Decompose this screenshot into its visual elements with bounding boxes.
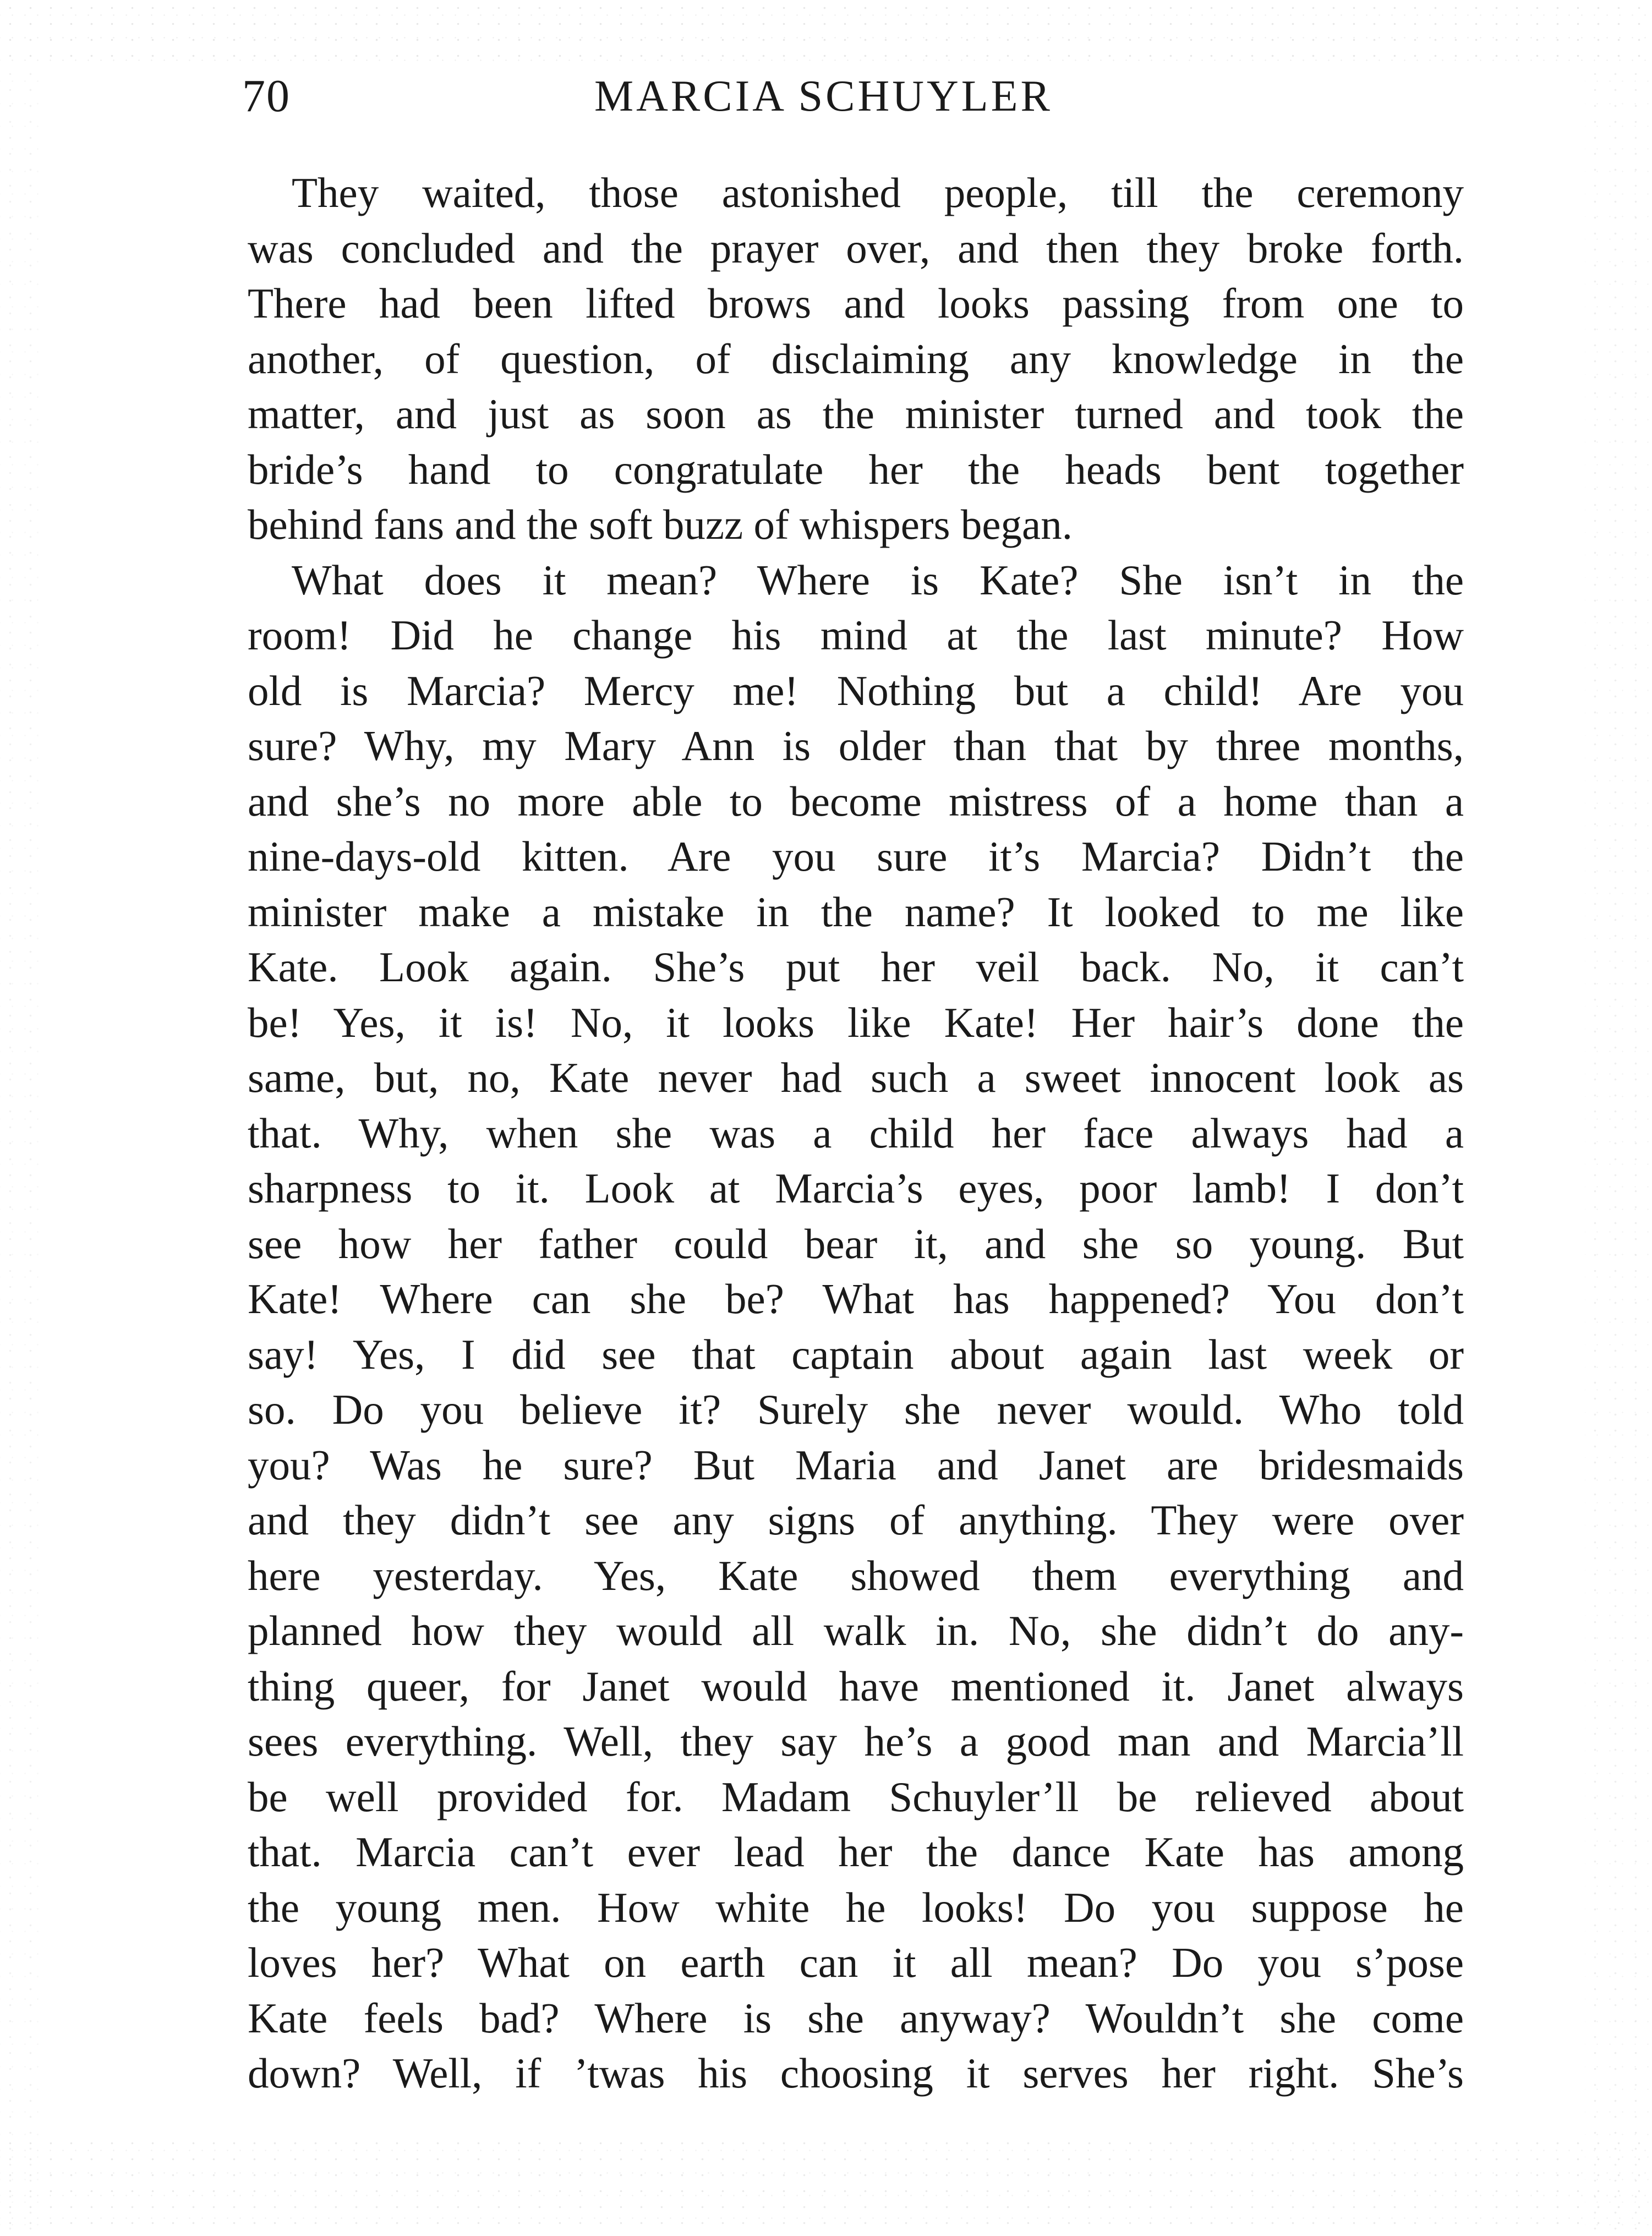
text-line: bride’s hand to congratulate her the heads bent together bbox=[248, 445, 1464, 493]
text-line: and she’s no more able to become mistress of a home than a bbox=[248, 777, 1464, 825]
text-line: room! Did he change his mind at the last minute? How bbox=[248, 611, 1464, 659]
text-line: Kate! Where can she be? What has happened? You don’t bbox=[248, 1275, 1464, 1322]
text-line: Kate. Look again. She’s put her veil back. No, it can’t bbox=[248, 943, 1464, 991]
text-line: loves her? What on earth can it all mean? Do you s’pose bbox=[248, 1939, 1464, 1986]
text-line: that. Marcia can’t ever lead her the dance Kate has among bbox=[248, 1828, 1464, 1876]
text-line: thing queer, for Janet would have mentioned it. Janet always bbox=[248, 1662, 1464, 1710]
print-speckle-top bbox=[0, 0, 1652, 66]
text-line: planned how they would all walk in. No, she didn’t do any- bbox=[248, 1607, 1464, 1654]
text-line: the young men. How white he looks! Do you suppose he bbox=[248, 1883, 1464, 1931]
text-line: sees everything. Well, they say he’s a good man and Marcia’ll bbox=[248, 1718, 1464, 1765]
text-line: They waited, those astonished people, till the ceremony bbox=[292, 169, 1464, 216]
text-line: another, of question, of disclaiming any knowledge in the bbox=[248, 335, 1464, 382]
text-line: here yesterday. Yes, Kate showed them everything and bbox=[248, 1551, 1464, 1599]
text-line: minister make a mistake in the name? It looked to me like bbox=[248, 888, 1464, 936]
text-line: see how her father could bear it, and she so young. But bbox=[248, 1220, 1464, 1267]
text-line: sure? Why, my Mary Ann is older than that by three months, bbox=[248, 722, 1464, 769]
print-speckle-left bbox=[0, 66, 50, 2236]
text-line: be well provided for. Madam Schuyler’ll be relieved about bbox=[248, 1773, 1464, 1820]
text-line: you? Was he sure? But Maria and Janet are bridesmaids bbox=[248, 1441, 1464, 1489]
text-line: down? Well, if ’twas his choosing it serves her right. She’s bbox=[248, 2049, 1464, 2097]
text-line: Kate feels bad? Where is she anyway? Wouldn’t she come bbox=[248, 1994, 1464, 2042]
text-line: say! Yes, I did see that captain about again last week or bbox=[248, 1330, 1464, 1378]
text-line: and they didn’t see any signs of anything. They were over bbox=[248, 1496, 1464, 1544]
paragraph-1 bbox=[248, 165, 1464, 553]
print-speckle-bottom bbox=[0, 2135, 1652, 2236]
text-line: same, but, no, Kate never had such a sweet innocent look as bbox=[248, 1054, 1464, 1101]
running-head-title: MARCIA SCHUYLER bbox=[594, 72, 1053, 121]
print-speckle-right bbox=[1585, 66, 1652, 2236]
text-line: was concluded and the prayer over, and then they broke forth. bbox=[248, 224, 1464, 272]
text-line: What does it mean? Where is Kate? She isn’t in the bbox=[292, 556, 1464, 604]
paragraph-2 bbox=[248, 553, 1464, 2101]
text-line: old is Marcia? Mercy me! Nothing but a child! Are you bbox=[248, 666, 1464, 714]
text-line: so. Do you believe it? Surely she never would. Who told bbox=[248, 1386, 1464, 1433]
text-line: behind fans and the soft buzz of whispers began. bbox=[248, 501, 1073, 548]
text-line: be! Yes, it is! No, it looks like Kate! Her hair’s done the bbox=[248, 998, 1464, 1046]
text-line: nine-days-old kitten. Are you sure it’s Marcia? Didn’t the bbox=[248, 833, 1464, 880]
text-line: sharpness to it. Look at Marcia’s eyes, poor lamb! I don’t bbox=[248, 1165, 1464, 1212]
text-line: matter, and just as soon as the minister turned and took the bbox=[248, 390, 1464, 438]
body-text bbox=[248, 165, 1464, 2101]
text-line: that. Why, when she was a child her face always had a bbox=[248, 1109, 1464, 1157]
page-header bbox=[242, 66, 1464, 127]
text-line: There had been lifted brows and looks passing from one to bbox=[248, 280, 1464, 327]
page-number: 70 bbox=[242, 70, 291, 122]
